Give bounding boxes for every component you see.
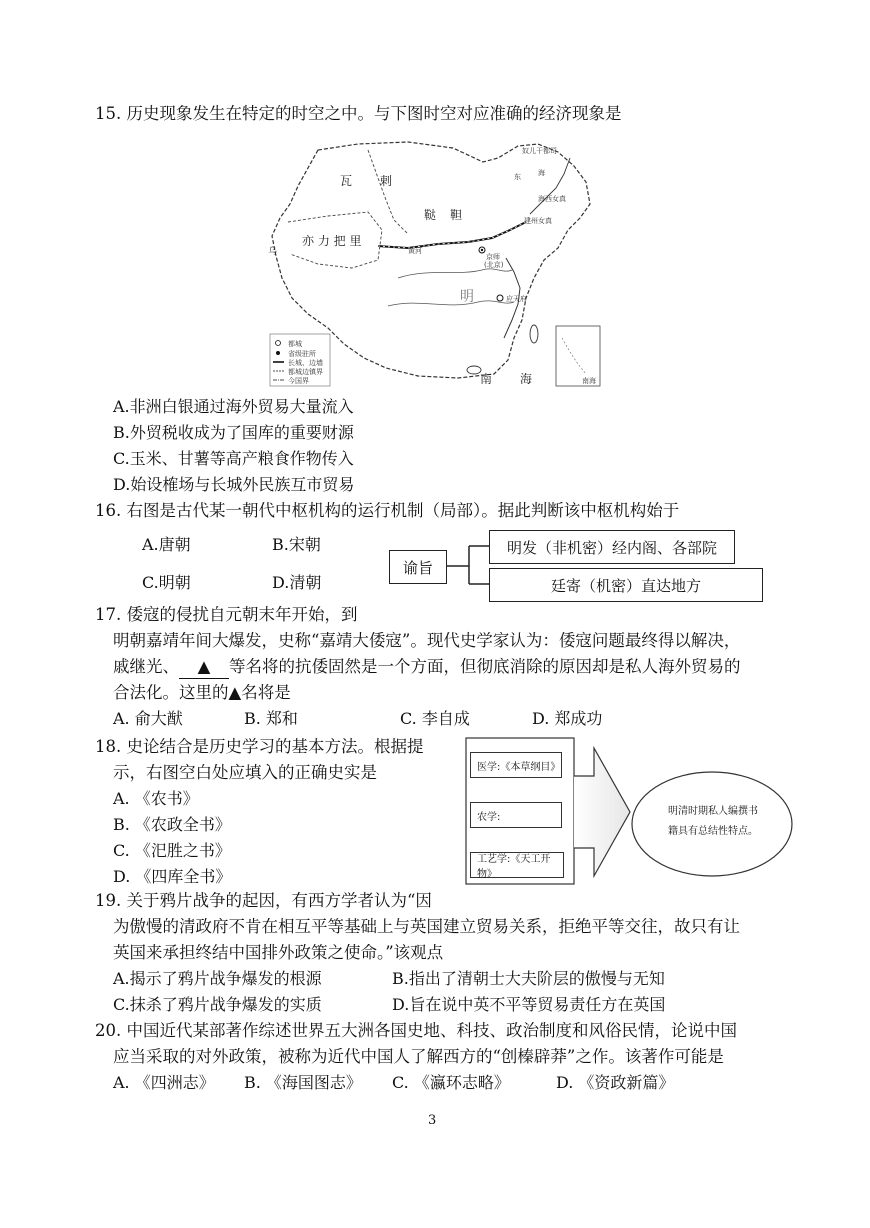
q19-line2: 为傲慢的清政府不肯在相互平等基础上与英国建立贸易关系，拒绝平等交往，故只有让 [113, 917, 740, 936]
q19-option-d: D.旨在说中英不平等贸易责任方在英国 [392, 995, 666, 1014]
q15-option-b: B.外贸税收成为了国库的重要财源 [113, 423, 354, 442]
q18-conclusion-line2: 籍具有总结性特点。 [668, 826, 758, 837]
map-tiny-wu: 乌 [268, 247, 278, 257]
map-tiny-dong: 东 [514, 173, 521, 181]
q18-option-a: A. 《农书》 [113, 789, 199, 808]
page-number: 3 [428, 1113, 437, 1128]
map-label-da: 鞑 [424, 208, 437, 222]
q16-box-branch2: 廷寄（机密）直达地方 [489, 568, 763, 602]
q17-line3-pre: 戚继光、 [113, 657, 179, 676]
q17-line1: 17. 倭寇的侵扰自元朝末年开始，到 [95, 605, 358, 624]
q20-line2: 应当采取的对外政策，被称为近代中国人了解西方的“创榛辟莽”之作。该著作可能是 [113, 1047, 724, 1066]
map-tiny-jianzhou: 建州女真 [524, 217, 552, 225]
q19-option-a: A.揭示了鸦片战争爆发的根源 [113, 969, 322, 988]
q18-line2: 示，右图空白处应填入的正确史实是 [113, 763, 377, 782]
map-tiny-nuergan: 奴儿干都司 [522, 147, 557, 155]
q18-option-d: D. 《四库全书》 [113, 867, 232, 886]
q15-option-d: D.始设榷场与长城外民族互市贸易 [113, 475, 355, 494]
map-tiny-haixi: 海西女真 [538, 195, 566, 203]
q20-option-a: A. 《四洲志》 [113, 1073, 215, 1092]
q19-line3: 英国来承担终结中国排外政策之使命。”该观点 [113, 943, 444, 962]
q18-line1: 18. 史论结合是历史学习的基本方法。根据提 [95, 737, 424, 756]
q17-option-c: C. 李自成 [400, 709, 470, 728]
q16-option-b: B.宋朝 [272, 535, 321, 554]
q19-option-b: B.指出了清朝士大夫阶层的傲慢与无知 [392, 969, 665, 988]
q16-option-c: C.明朝 [142, 573, 191, 592]
q17-line4: 合法化。这里的▲名将是 [113, 683, 291, 702]
map-outline [268, 138, 604, 390]
map-tiny-huanghe: 黄河 [408, 247, 422, 255]
q18-option-c: C. 《汜胜之书》 [113, 841, 231, 860]
q20-line1: 20. 中国近代某部著作综述世界五大洲各国史地、科技、政治制度和风俗民情，论说中国 [95, 1021, 737, 1040]
map-label-ming: 明 [460, 289, 474, 305]
q17-blank: ▲ [179, 656, 229, 679]
q16-box-source: 谕旨 [389, 550, 447, 584]
q17-line3-post: 等名将的抗倭固然是一个方面，但彻底消除的原因却是私人海外贸易的 [229, 657, 741, 676]
map-legend-province: 省级驻所 [288, 350, 316, 358]
q20-option-d: D. 《资政新篇》 [556, 1073, 675, 1092]
q20-option-c: C. 《瀛环志略》 [392, 1073, 510, 1092]
q19-line1: 19. 关于鸦片战争的起因，有西方学者认为“因 [95, 891, 432, 910]
q15-map [268, 138, 604, 390]
q17-line3 [113, 656, 741, 679]
map-tiny-jingshi: 京师 [486, 253, 500, 261]
q16-stem: 16. 右图是古代某一朝代中枢机构的运行机制（局部）。据此判断该中枢机构始于 [95, 501, 680, 520]
q18-item-medicine: 医学:《本草纲目》 [470, 752, 562, 778]
q18-conclusion [654, 802, 772, 842]
q15-stem: 15. 历史现象发生在特定的时空之中。与下图时空对应准确的经济现象是 [95, 104, 622, 123]
q17-option-d: D. 郑成功 [532, 709, 603, 728]
map-label-la: 剌 [380, 174, 393, 188]
map-legend-modern: 今国界 [288, 377, 309, 385]
q16-box-branch1: 明发（非机密）经内阁、各部院 [489, 530, 735, 564]
map-tiny-beijing: (北京) [484, 261, 504, 269]
map-tiny-nanhai: 南海 [582, 377, 596, 385]
q18-item-agriculture: 农学: [470, 802, 562, 828]
q18-item-craft: 工艺学:《天工开物》 [470, 852, 564, 878]
q18-diagram [464, 736, 798, 886]
q17-line2: 明朝嘉靖年间大爆发，史称“嘉靖大倭寇”。现代史学家认为：倭寇问题最终得以解决， [113, 631, 741, 650]
map-label-nan: 南 [480, 372, 493, 386]
map-label-dan: 靼 [450, 208, 463, 222]
q15-option-c: C.玉米、甘薯等高产粮食作物传入 [113, 449, 354, 468]
map-tiny-yingtian: 应天府 [506, 295, 527, 303]
q16-diagram [389, 530, 765, 602]
map-legend-capital: 都城 [288, 340, 302, 348]
q18-conclusion-line1: 明清时期私人编撰书 [668, 806, 758, 817]
map-legend-border: 都城边镇界 [288, 368, 323, 376]
map-label-hai: 海 [520, 372, 533, 386]
q19-option-c: C.抹杀了鸦片战争爆发的实质 [113, 995, 322, 1014]
q16-option-a: A.唐朝 [142, 535, 191, 554]
map-legend-wall: 长城、边墙 [288, 359, 323, 367]
map-tiny-hai: 海 [538, 169, 545, 177]
q17-option-b: B. 郑和 [244, 709, 298, 728]
q17-option-a: A. 俞大猷 [113, 709, 183, 728]
map-label-yili: 亦 力 把 里 [302, 234, 362, 248]
map-label-wa: 瓦 [340, 174, 353, 188]
q18-option-b: B. 《农政全书》 [113, 815, 231, 834]
q15-option-a: A.非洲白银通过海外贸易大量流入 [113, 397, 354, 416]
q16-option-d: D.清朝 [272, 573, 322, 592]
q20-option-b: B. 《海国图志》 [244, 1073, 362, 1092]
